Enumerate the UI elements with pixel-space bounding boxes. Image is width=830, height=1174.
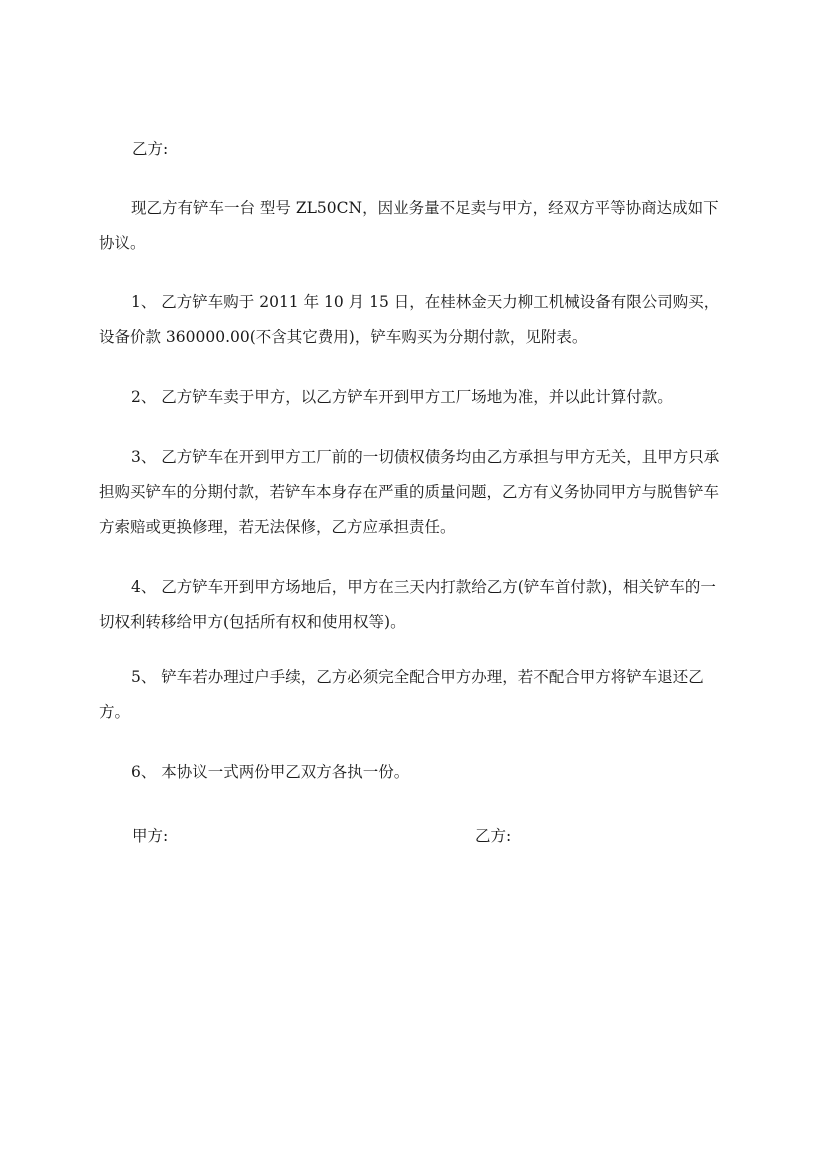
clause-6: 6、 本协议一式两份甲乙双方各执一份。	[131, 763, 410, 781]
clause-1: 1、 乙方铲车购于 2011 年 10 月 15 日，在桂林金天力柳工机械设备有限公司购买，设备价款 360000.00(不含其它费用)，铲车购买为分期付款，见附表。	[99, 293, 720, 346]
signature-party-a-label: 甲方:	[132, 827, 169, 845]
clause-5: 5、 铲车若办理过户手续，乙方必须完全配合甲方办理，若不配合甲方将铲车退还乙方。	[99, 668, 704, 721]
signature-party-b-label: 乙方:	[475, 827, 512, 845]
clause-4: 4、 乙方铲车开到甲方场地后，甲方在三天内打款给乙方(铲车首付款)，相关铲车的一切权利转移给甲方(包括所有权和使用权等)。	[99, 578, 716, 631]
intro-paragraph: 现乙方有铲车一台 型号 ZL50CN，因业务量不足卖与甲方，经双方平等协商达成如下协议。	[99, 199, 719, 252]
clause-3: 3、 乙方铲车在开到甲方工厂前的一切债权债务均由乙方承担与甲方无关，且甲方只承担购买铲车的分期付款，若铲车本身存在严重的质量问题，乙方有义务协同甲方与脱售铲车方索赔或更换修理，若无法保修，乙方应承担责任。	[99, 448, 720, 536]
clause-2: 2、 乙方铲车卖于甲方，以乙方铲车开到甲方工厂场地为准，并以此计算付款。	[131, 388, 673, 406]
header-party-b-label: 乙方:	[132, 140, 169, 158]
